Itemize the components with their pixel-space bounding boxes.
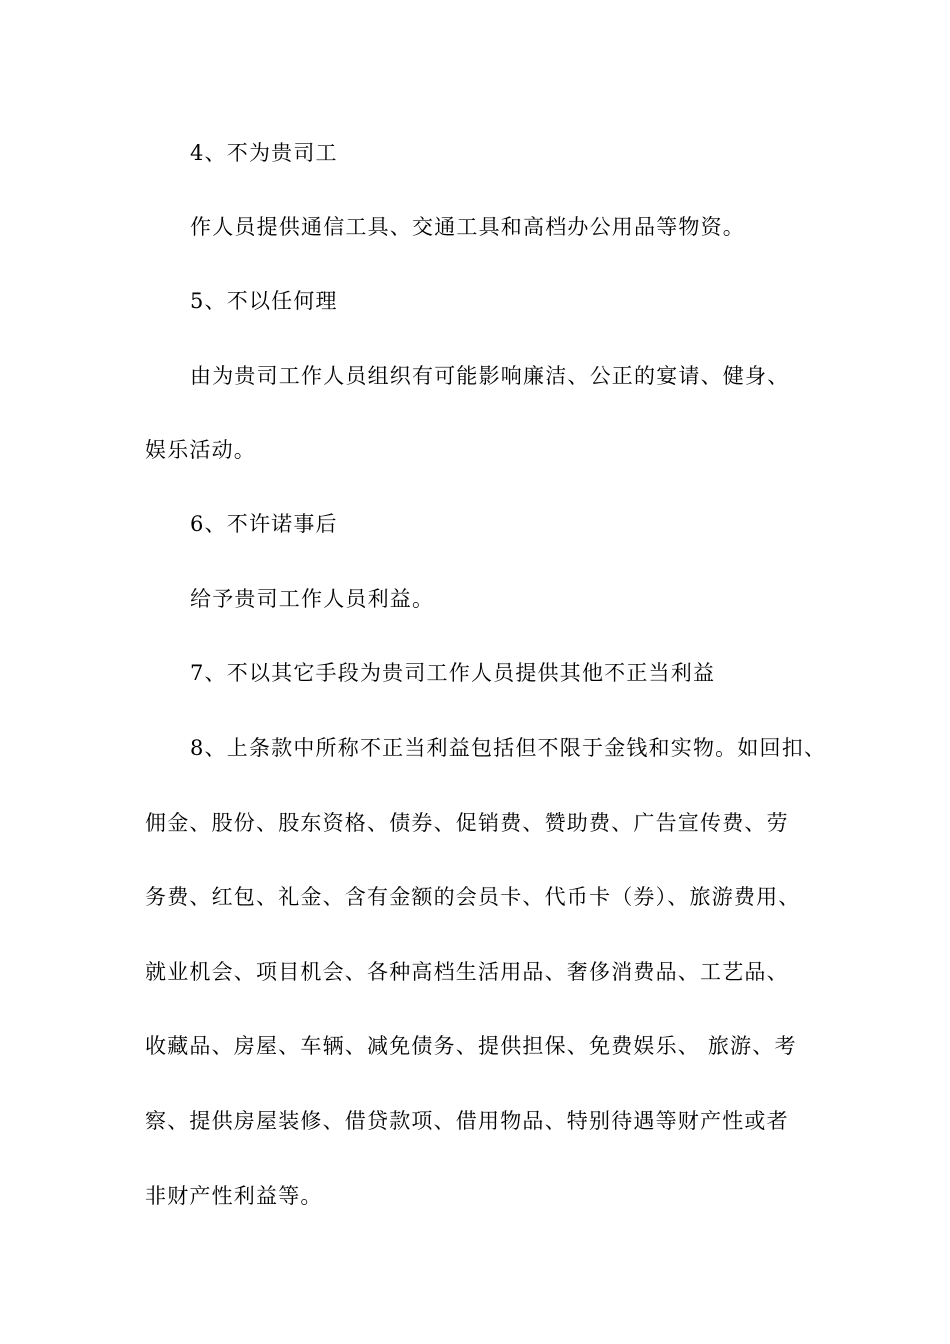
paragraph-line: 5、不以任何理: [190, 289, 338, 313]
paragraph-line: 4、不为贵司工: [190, 141, 338, 165]
paragraph-line: 8、上条款中所称不正当利益包括但不限于金钱和实物。如回扣、: [190, 736, 827, 760]
paragraph-line: 就业机会、项目机会、各种高档生活用品、奢侈消费品、工艺品、: [145, 960, 789, 984]
paragraph-line: 给予贵司工作人员利益。: [190, 587, 435, 611]
paragraph-line: 收藏品、房屋、车辆、减免债务、提供担保、免费娱乐、 旅游、考: [145, 1034, 797, 1058]
paragraph-line: 察、提供房屋装修、借贷款项、借用物品、特别待遇等财产性或者: [145, 1109, 789, 1133]
paragraph-line: 作人员提供通信工具、交通工具和高档办公用品等物资。: [190, 215, 745, 239]
paragraph-line: 非财产性利益等。: [145, 1184, 323, 1208]
paragraph-line: 6、不许诺事后: [190, 512, 338, 536]
paragraph-line: 由为贵司工作人员组织有可能影响廉洁、公正的宴请、健身、: [190, 364, 790, 388]
paragraph-line: 佣金、股份、股东资格、债券、促销费、赞助费、广告宣传费、劳: [145, 811, 789, 835]
paragraph-line: 7、不以其它手段为贵司工作人员提供其他不正当利益: [190, 661, 716, 685]
paragraph-line: 娱乐活动。: [145, 438, 256, 462]
paragraph-line: 务费、红包、礼金、含有金额的会员卡、代币卡（券）、旅游费用、: [145, 885, 801, 909]
